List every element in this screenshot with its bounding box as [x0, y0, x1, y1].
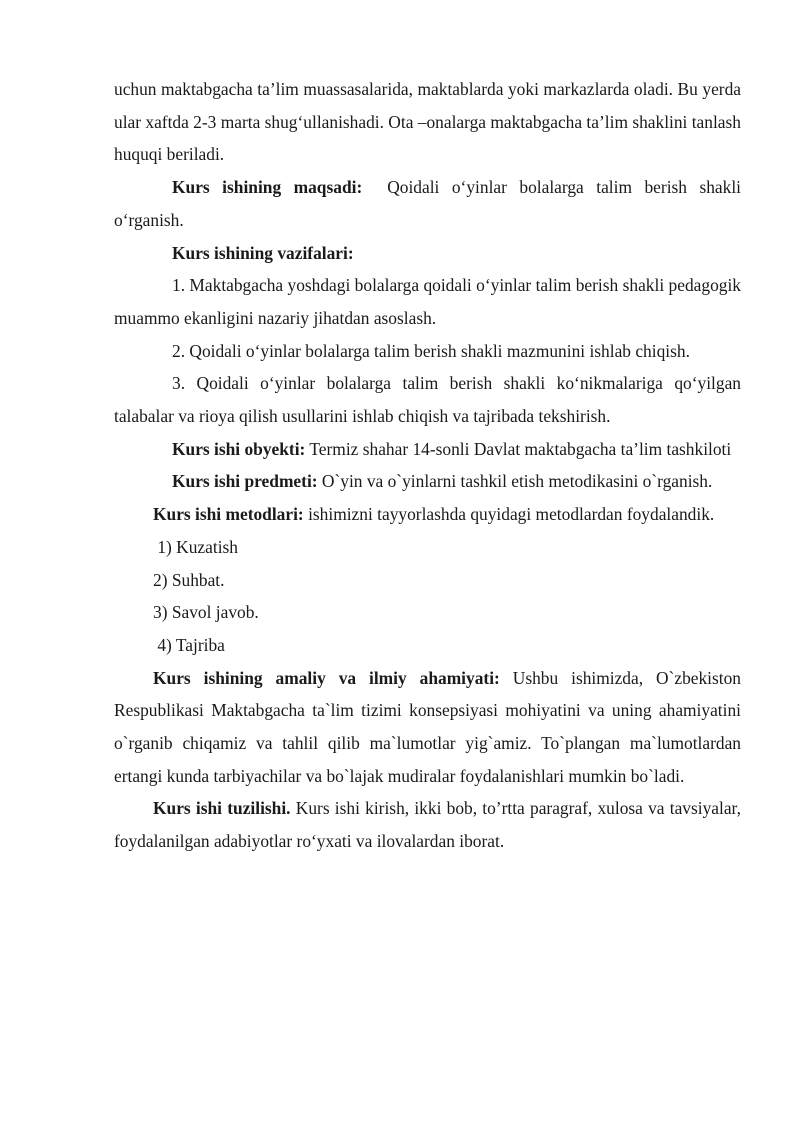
structure-paragraph [114, 792, 741, 857]
method-item-text: 2) Suhbat. [153, 569, 225, 590]
significance-label: Kurs ishining amaliy va ilmiy ahamiyati: [153, 667, 500, 688]
methods-paragraph [114, 498, 741, 531]
method-item-text: 1) Kuzatish [153, 536, 239, 557]
method-item-text: 3) Savol javob. [153, 602, 259, 623]
object-label: Kurs ishi obyekti: [172, 438, 306, 459]
method-item-4 [114, 629, 741, 662]
goal-paragraph [114, 171, 746, 236]
task-item-2 [114, 335, 741, 368]
object-paragraph [114, 433, 741, 466]
method-item-2 [114, 564, 741, 597]
task-item-1 [114, 269, 741, 334]
significance-paragraph [114, 662, 741, 793]
significance-text: Ushbu ishimizda, O`zbekiston Respublikasi Maktabgacha ta`lim tizimi konsepsiyasi mohiyatini va uning ahamiyatini o`rganib chiqamiz va tahlil qilib ma`lumotlar yig`amiz. To`plangan ma`lumotlardan ertangi kunda tarbiyachilar va bo`lajak mudiralar foydalanishlari mumkin bo`ladi. [114, 667, 742, 786]
tasks-label: Kurs ishining vazifalari: [172, 242, 354, 263]
structure-label: Kurs ishi tuzilishi. [153, 798, 291, 819]
task-item-3 [114, 367, 741, 432]
task-item-text: 3. Qoidali o‘yinlar bolalarga talim berish shakli ko‘nikmalariga qo‘yilgan talabalar va rioya qilish usullarini ishlab chiqish va tajribada tekshirish. [114, 373, 741, 427]
task-item-text: 2. Qoidali o‘yinlar bolalarga talim berish shakli mazmunini ishlab chiqish. [172, 340, 690, 361]
object-text: Termiz shahar 14-sonli Davlat maktabgacha ta’lim tashkiloti [305, 438, 732, 459]
goal-label: Kurs ishining maqsadi: [172, 177, 363, 198]
goal-text: Qoidali o‘yinlar bolalarga talim berish shakli o‘rganish. [114, 177, 746, 230]
subject-text: O`yin va o`yinlarni tashkil etish metodikasini o`rganish. [317, 471, 713, 492]
subject-label: Kurs ishi predmeti: [172, 471, 318, 492]
tasks-heading [114, 237, 741, 270]
structure-text: Kurs ishi kirish, ikki bob, to’rtta paragraf, xulosa va tavsiyalar, foydalanilgan adabiyotlar ro‘yxati va ilovalardan iborat. [114, 798, 742, 852]
method-item-3 [114, 596, 741, 629]
subject-paragraph [114, 465, 741, 498]
methods-text: ishimizni tayyorlashda quyidagi metodlardan foydalandik. [303, 504, 715, 525]
method-item-1 [114, 531, 741, 564]
document-page [114, 73, 746, 858]
methods-label: Kurs ishi metodlari: [153, 504, 304, 525]
task-item-text: 1. Maktabgacha yoshdagi bolalarga qoidali o‘yinlar talim berish shakli pedagogik muammo ekanligini nazariy jihatdan asoslash. [114, 275, 741, 328]
intro-text: uchun maktabgacha ta’lim muassasalarida, maktablarda yoki markazlarda oladi. Bu yerda ular xaftda 2-3 marta shug‘ullanishadi. Ota –onalarga maktabgacha ta’lim shaklini tanlash huquqi beriladi. [114, 79, 741, 165]
intro-paragraph [114, 73, 741, 171]
method-item-text: 4) Tajriba [153, 634, 225, 655]
